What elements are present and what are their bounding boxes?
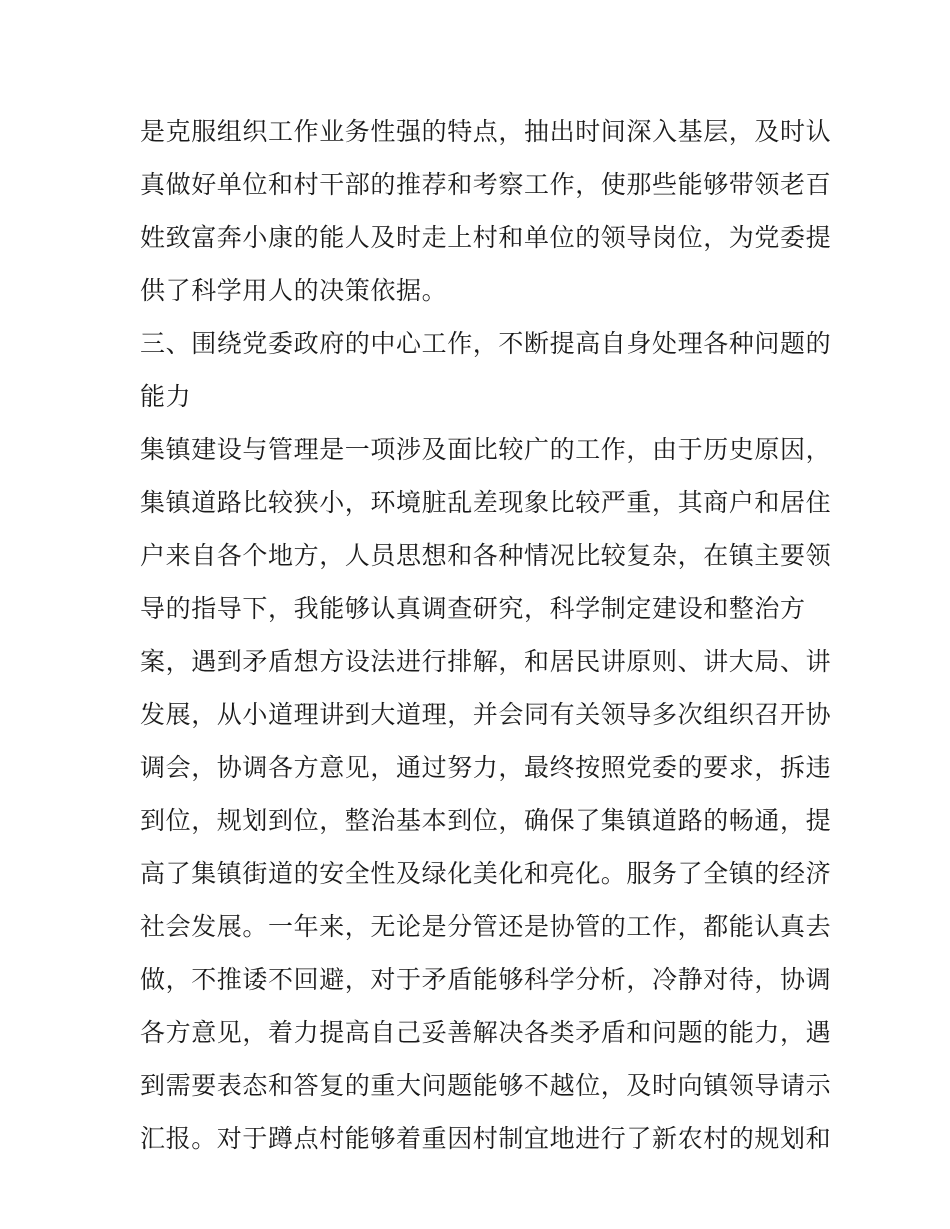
text-line: 做，不推诿不回避，对于矛盾能够科学分析，冷静对待，协调 [140, 965, 832, 994]
text-line: 高了集镇街道的安全性及绿化美化和亮化。服务了全镇的经济 [140, 859, 832, 888]
text-line: 导的指导下，我能够认真调查研究，科学制定建设和整治方 [140, 594, 806, 623]
text-line: 案，遇到矛盾想方设法进行排解，和居民讲原则、讲大局、讲 [140, 647, 832, 676]
text-line: 到位，规划到位，整治基本到位，确保了集镇道路的畅通，提 [140, 806, 832, 835]
text-line: 社会发展。一年来，无论是分管还是协管的工作，都能认真去 [140, 912, 832, 941]
text-line: 发展，从小道理讲到大道理，并会同有关领导多次组织召开协 [140, 700, 832, 729]
text-line: 是克服组织工作业务性强的特点，抽出时间深入基层，及时认 [140, 117, 832, 146]
section-heading-line: 三、围绕党委政府的中心工作，不断提高自身处理各种问题的 [140, 329, 832, 358]
text-line: 真做好单位和村干部的推荐和考察工作，使那些能够带领老百 [140, 170, 832, 199]
text-line: 户来自各个地方，人员思想和各种情况比较复杂，在镇主要领 [140, 541, 832, 570]
document-body [140, 105, 832, 1165]
text-line: 到需要表态和答复的重大问题能够不越位，及时向镇领导请示 [140, 1071, 832, 1100]
text-line: 汇报。对于蹲点村能够着重因村制宜地进行了新农村的规划和 [140, 1124, 832, 1153]
text-line: 调会，协调各方意见，通过努力，最终按照党委的要求，拆违 [140, 753, 832, 782]
text-line: 各方意见，着力提高自己妥善解决各类矛盾和问题的能力，遇 [140, 1018, 832, 1047]
text-line: 集镇建设与管理是一项涉及面比较广的工作，由于历史原因， [140, 435, 832, 464]
text-line: 姓致富奔小康的能人及时走上村和单位的领导岗位，为党委提 [140, 223, 832, 252]
section-heading-line: 能力 [140, 382, 192, 411]
text-line: 集镇道路比较狭小，环境脏乱差现象比较严重，其商户和居住 [140, 488, 832, 517]
text-line: 供了科学用人的决策依据。 [140, 276, 448, 305]
